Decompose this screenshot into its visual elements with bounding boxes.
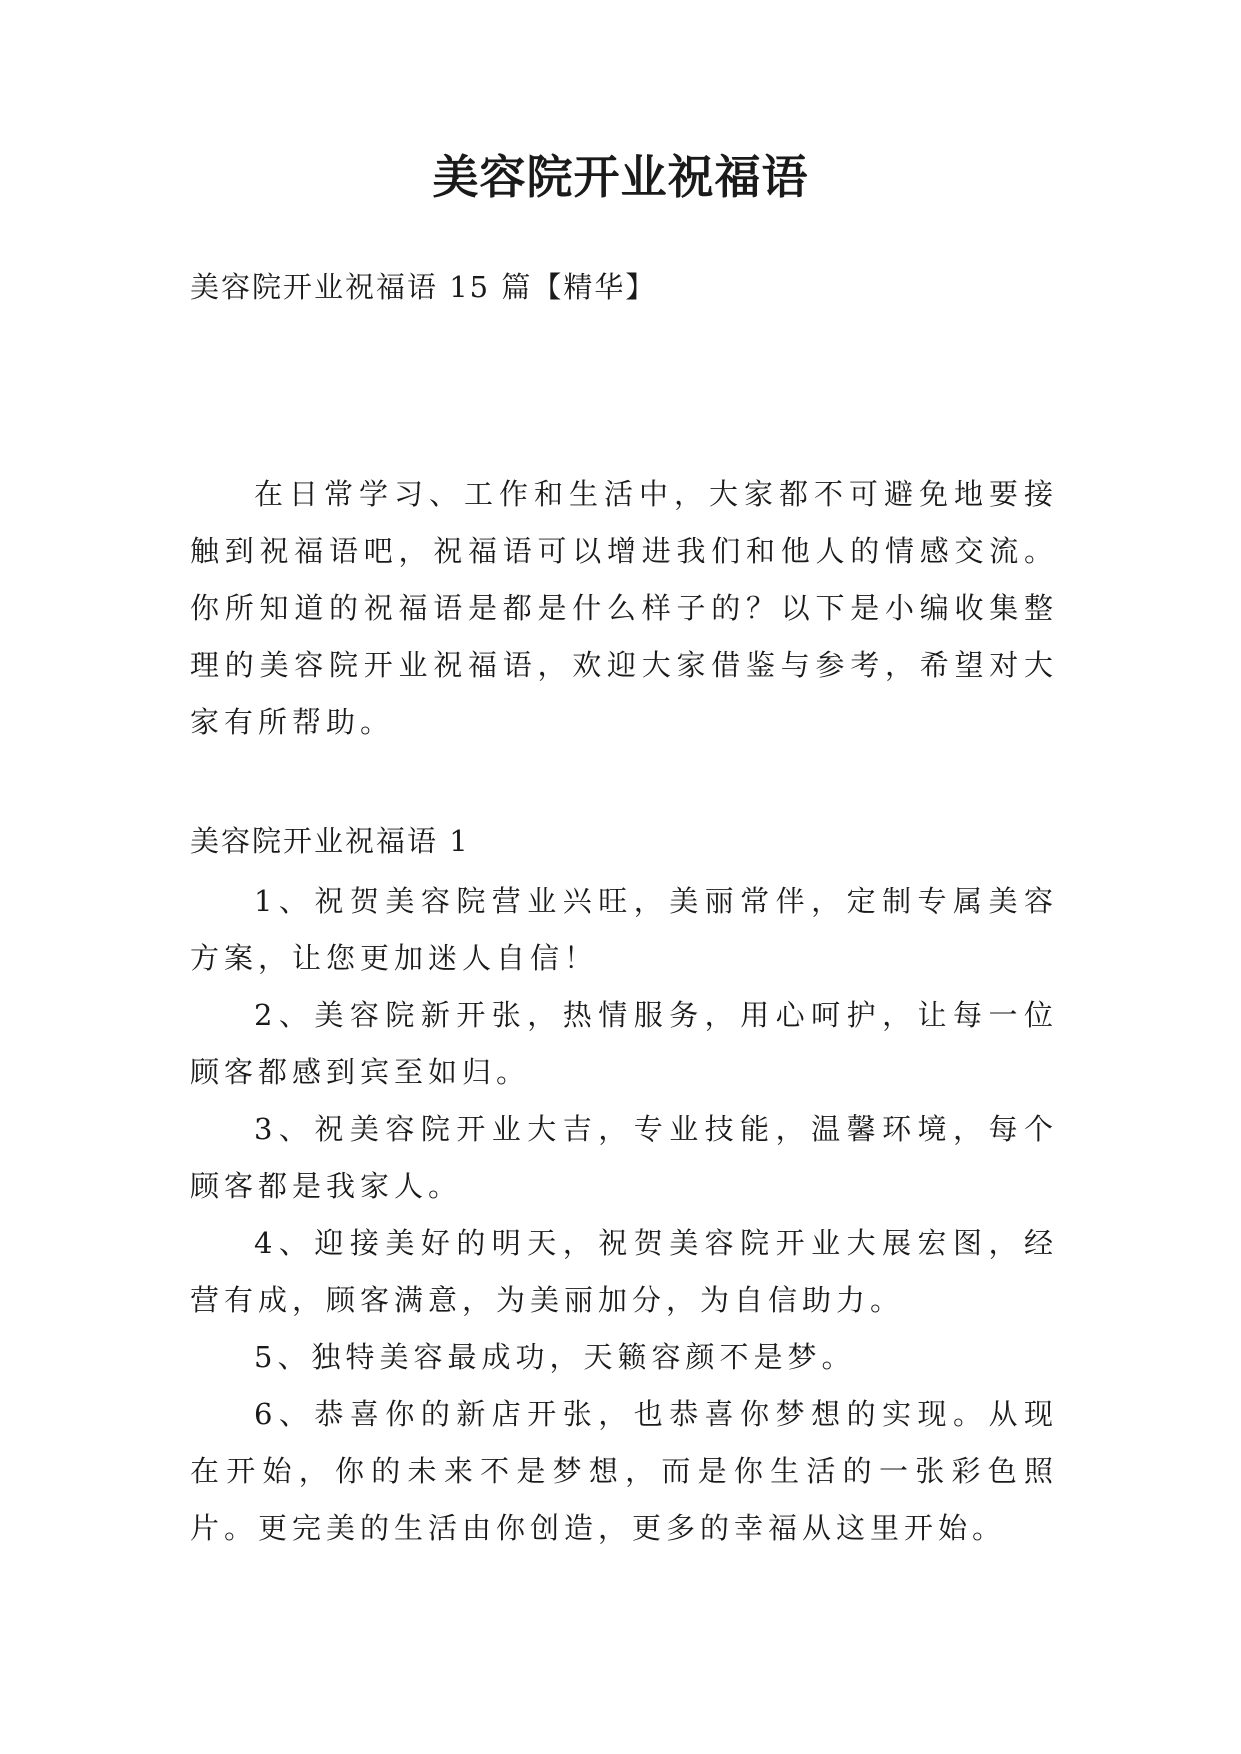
blessing-list	[190, 873, 1058, 1557]
blessing-item: 2、美容院新开张，热情服务，用心呵护，让每一位顾客都感到宾至如归。	[190, 998, 1058, 1089]
intro-paragraph: 在日常学习、工作和生活中，大家都不可避免地要接触到祝福语吧，祝福语可以增进我们和他人的情感交流。你所知道的祝福语是都是什么样子的？以下是小编收集整理的美容院开业祝福语，欢迎大家借鉴与参考，希望对大家有所帮助。	[190, 477, 1058, 739]
blessing-item: 3、祝美容院开业大吉，专业技能，温馨环境，每个顾客都是我家人。	[190, 1112, 1058, 1203]
blessing-item: 5、独特美容最成功，天籁容颜不是梦。	[254, 1340, 856, 1374]
blessing-item: 6、恭喜你的新店开张，也恭喜你梦想的实现。从现在开始，你的未来不是梦想，而是你生活的一张彩色照片。更完美的生活由你创造，更多的幸福从这里开始。	[190, 1397, 1058, 1545]
page-title: 美容院开业祝福语	[432, 150, 809, 204]
document-subtitle: 美容院开业祝福语 15 篇【精华】	[190, 270, 657, 304]
blessing-item: 1、祝贺美容院营业兴旺，美丽常伴，定制专属美容方案，让您更加迷人自信！	[190, 884, 1058, 975]
section-heading: 美容院开业祝福语 1	[190, 824, 470, 858]
blessing-item: 4、迎接美好的明天，祝贺美容院开业大展宏图，经营有成，顾客满意，为美丽加分，为自信助力。	[190, 1226, 1058, 1317]
